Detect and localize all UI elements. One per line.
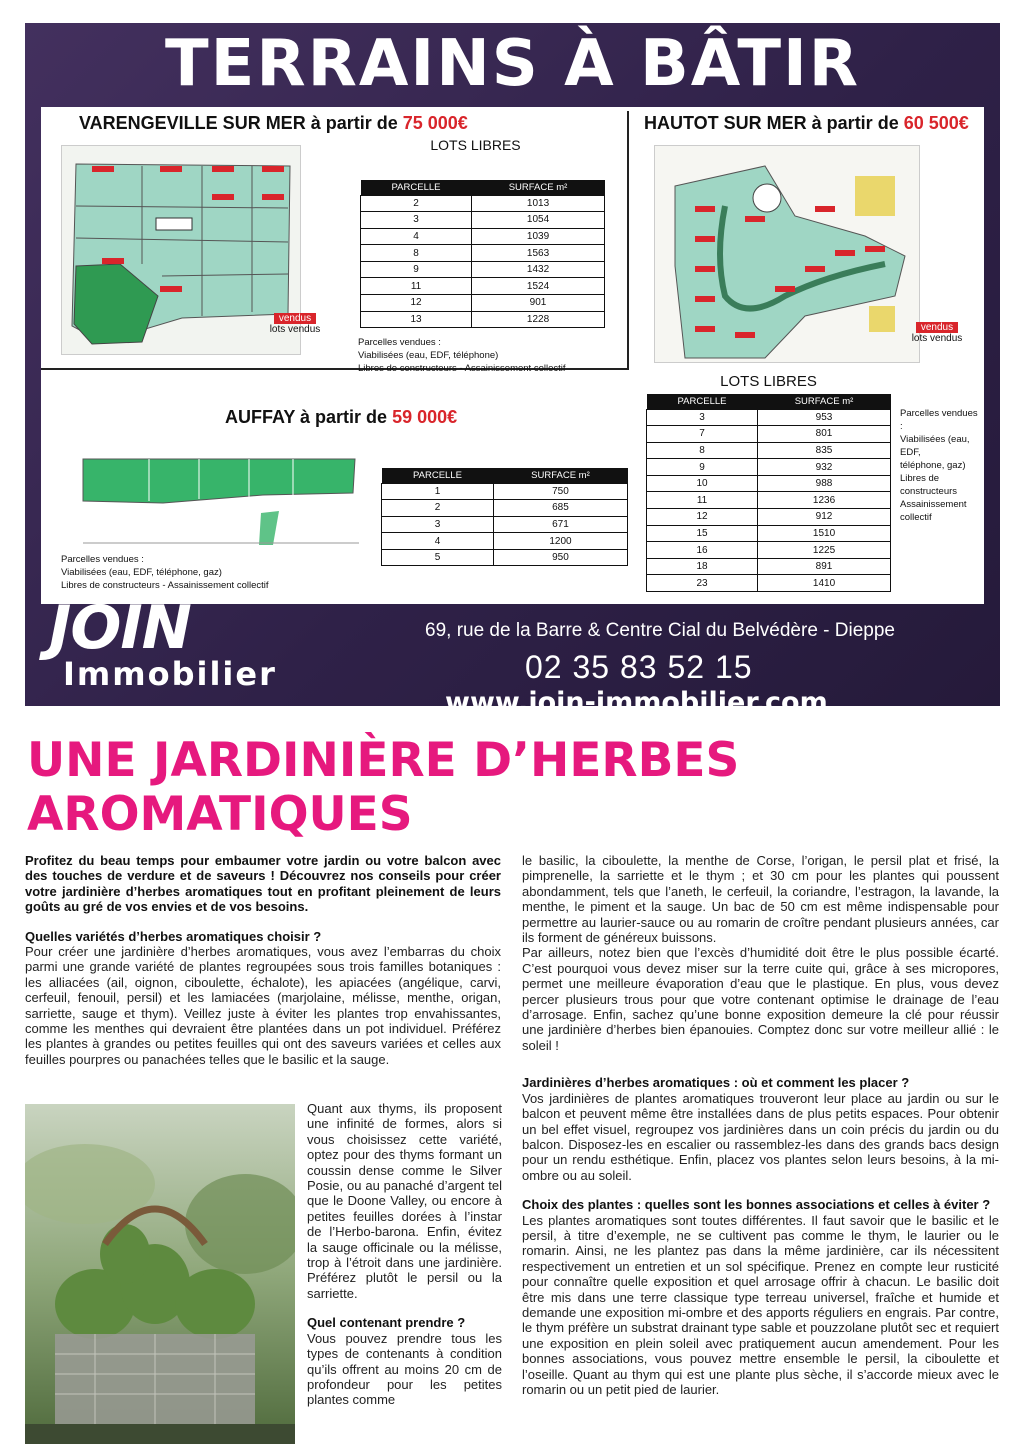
note-line: Libres de constructeurs - Assainissement collectif (61, 580, 269, 591)
parcelle-cell: 11 (647, 492, 758, 509)
parcelle-cell: 18 (647, 558, 758, 575)
col-surface: SURFACE m² (758, 394, 891, 409)
note-line: Parcelles vendues : (61, 554, 144, 565)
parcelle-cell: 2 (382, 500, 494, 517)
col-parcelle: PARCELLE (647, 394, 758, 409)
parcelle-cell: 4 (382, 533, 494, 550)
col-parcelle: PARCELLE (361, 180, 472, 195)
lot-row (647, 575, 891, 592)
note-line: Parcelles vendues : (358, 337, 441, 348)
article-right-column (522, 853, 999, 1397)
section-title: Quel contenant prendre ? (307, 1315, 466, 1331)
parcelle-cell: 3 (647, 409, 758, 426)
section-title: Choix des plantes : quelles sont les bonnes associations et celles à éviter ? (522, 1197, 991, 1213)
auffay-title (225, 407, 457, 428)
section-body: Pour créer une jardinière d’herbes aromatiques, vous avez l’embarras du choix parmi une grande variété de plantes regroupées sous trois familles botaniques : les alliacées (ail, oignon, ciboulette, échalote), les apiacées (angélique, carvi, cerfeuil, fenouil, persil) et les lamiacées (marjolaine, mélisse, menthe, origan, sarriette, sauge et thym). Veillez juste à éviter les plantes trop envahissantes, comme les menthes qui devraient être plantées dans un pot individuel. Préférez les plantes à grandes ou petites feuilles qui ont des saveurs variées et celles aux feuilles pourpres ou panachées telles que le basilic et la sauge. (25, 944, 501, 1067)
hautot-notes (900, 407, 982, 524)
lot-row (647, 558, 891, 575)
real-estate-ad (25, 23, 1000, 718)
location-price: 60 500€ (903, 113, 969, 133)
surface-cell: 950 (493, 549, 627, 566)
surface-cell: 835 (758, 442, 891, 459)
headline-line: UNE JARDINIÈRE D’HERBES (27, 733, 740, 788)
lot-row (361, 245, 605, 262)
lot-row (647, 426, 891, 443)
varengeville-lots-table (360, 180, 605, 328)
surface-cell: 801 (758, 426, 891, 443)
surface-cell: 685 (493, 500, 627, 517)
note-line: Viabilisées (eau, EDF, téléphone, gaz) (61, 567, 222, 578)
lots-libres-label: LOTS LIBRES (430, 137, 521, 153)
parcelle-cell: 8 (647, 442, 758, 459)
article-headline (27, 734, 787, 842)
surface-cell: 1039 (472, 228, 605, 245)
note-line: Parcelles vendues : (900, 408, 978, 432)
surface-cell: 1228 (472, 311, 605, 328)
surface-cell: 912 (758, 509, 891, 526)
lots-libres-label: LOTS LIBRES (720, 373, 817, 390)
location-price: 75 000€ (402, 113, 468, 133)
location-price: 59 000€ (392, 407, 458, 427)
ad-panel (41, 107, 984, 604)
headline-line: AROMATIQUES (27, 787, 413, 842)
lot-row (361, 228, 605, 245)
col-surface: SURFACE m² (472, 180, 605, 195)
lot-row (647, 525, 891, 542)
lot-row (361, 261, 605, 278)
parcelle-cell: 3 (361, 212, 472, 229)
parcelle-cell: 3 (382, 516, 494, 533)
lot-row (647, 492, 891, 509)
lot-row (647, 442, 891, 459)
surface-cell: 1410 (758, 575, 891, 592)
agency-phone: 02 35 83 52 15 (525, 649, 753, 685)
col-parcelle: PARCELLE (382, 468, 494, 483)
auffay-lots-table (381, 468, 628, 566)
ad-title: TERRAINS À BÂTIR (164, 27, 861, 101)
parcelle-cell: 5 (382, 549, 494, 566)
section-body: Par ailleurs, notez bien que l’excès d’humidité doit être le plus possible écarté. C’est pourquoi vous devez miser sur la terre cuite qui, grâce à ses micropores, permet une meilleure évaporation d’eau que le plastique. En plus, vous devez percer plusieurs trous pour que votre contenant optimise le drainage de l’eau d’arrosage. Enfin, sachez qu’une bonne exposition demeure la clé pour réussir une jardinière d’herbes bien épanouies. Comptez donc sur votre meilleur allié : le soleil ! (522, 945, 999, 1053)
note-line: Viabilisées (eau, EDF, (900, 434, 970, 458)
note-line: Viabilisées (eau, EDF, téléphone) (358, 350, 499, 361)
article-narrow-column (307, 1101, 502, 1408)
varengeville-title (79, 113, 468, 134)
location-name: HAUTOT SUR MER à partir de (644, 113, 899, 133)
surface-cell: 1236 (758, 492, 891, 509)
section-body: Vous pouvez prendre tous les types de contenants à condition qu’ils offrent au moins 20 cm de profondeur pour les petites plantes comme (307, 1330, 502, 1408)
vendus-tag: vendus (916, 322, 958, 333)
lot-row (382, 549, 628, 566)
lot-row (382, 516, 628, 533)
parcelle-cell: 11 (361, 278, 472, 295)
auffay-notes (61, 553, 361, 592)
parcelle-cell: 1 (382, 483, 494, 500)
surface-cell: 1432 (472, 261, 605, 278)
lot-row (382, 500, 628, 517)
auffay-plot-map (63, 453, 359, 549)
surface-cell: 1013 (472, 195, 605, 212)
lot-row (361, 195, 605, 212)
surface-cell: 1510 (758, 525, 891, 542)
agency-address: 69, rue de la Barre & Centre Cial du Belvédère - Dieppe (425, 620, 895, 641)
surface-cell: 891 (758, 558, 891, 575)
surface-cell: 953 (758, 409, 891, 426)
hautot-lots-table (646, 394, 891, 592)
col-surface: SURFACE m² (493, 468, 627, 483)
lot-row (647, 409, 891, 426)
parcelle-cell: 15 (647, 525, 758, 542)
parcelle-cell: 7 (647, 426, 758, 443)
vendus-tag: vendus (274, 313, 316, 324)
section-body: le basilic, la ciboulette, la menthe de Corse, l’origan, le persil plat et frisé, la pimprenelle, la sarriette et le thym ; et 30 cm pour les plantes qui poussent abondamment, tels que l’aneth, le cerfeuil, la coriandre, l’estragon, la lavande, la menthe, le piment et la sauge. Un bac de 50 cm est même indispensable pour permettre au laurier-sauce ou au romarin de croître pendant plusieurs années, car ils forment de généreux buissons. (522, 853, 999, 946)
vendus-legend (265, 313, 325, 335)
article-lead: Profitez du beau temps pour embaumer votre jardin ou votre balcon avec des touches de verdure et de saveurs ! Découvrez nos conseils pour créer votre jardinière d’herbes aromatiques tout en profitant pleinement de leurs goûts au gré de vos envies et de vos besoins. (25, 853, 501, 915)
join-logo: JOIN (49, 593, 191, 663)
parcelle-cell: 9 (361, 261, 472, 278)
hautot-plot-map (654, 145, 920, 363)
parcelle-cell: 23 (647, 575, 758, 592)
immobilier-logo: Immobilier (63, 655, 277, 693)
parcelle-cell: 12 (647, 509, 758, 526)
article-left-column (25, 853, 501, 1067)
parcelle-cell: 10 (647, 475, 758, 492)
surface-cell: 901 (472, 295, 605, 312)
parcelle-cell: 9 (647, 459, 758, 476)
lot-row (647, 509, 891, 526)
lot-row (361, 278, 605, 295)
lot-row (361, 311, 605, 328)
section-title: Quelles variétés d’herbes aromatiques choisir ? (25, 928, 322, 944)
location-name: VARENGEVILLE SUR MER à partir de (79, 113, 398, 133)
note-line: Libres de constructeurs (900, 473, 958, 497)
hautot-title (644, 113, 969, 134)
vendus-legend (907, 322, 967, 344)
parcelle-cell: 12 (361, 295, 472, 312)
parcelle-cell: 16 (647, 542, 758, 559)
surface-cell: 1054 (472, 212, 605, 229)
parcelle-cell: 8 (361, 245, 472, 262)
lot-row (361, 212, 605, 229)
parcelle-cell: 2 (361, 195, 472, 212)
lot-row (361, 295, 605, 312)
surface-cell: 1524 (472, 278, 605, 295)
section-body: Les plantes aromatiques sont toutes différentes. Il faut savoir que le basilic et le persil, à titre d’exemple, ne se cultivent pas comme le thym, le laurier ou le romarin. Ainsi, ne les plantez pas dans la même jardinière, car ils nécessitent respectivement un entretien et un sol spécifique. Prenez en compte leur rusticité pour connaître quelle exposition et quel arrosage offrir à chacun. Le basilic doit être mis dans une terre classique type terreau universel, fraîche et humide et demande une exposition mi-ombre et des apports réguliers en engrais. Par contre, le thym préfère un substrat drainant type sable et pouzzolane plutôt sec et requiert une exposition en plein soleil avec pratiquement aucun amendement. Pour les bonnes associations, vous pouvez mettre ensemble le persil, la ciboulette et l’oseille. Quant au thym qui est une plante plus sèche, il s’accorde mieux avec le romarin ou un petit pied de laurier. (522, 1212, 999, 1397)
surface-cell: 671 (493, 516, 627, 533)
parcelle-cell: 13 (361, 311, 472, 328)
lot-row (382, 483, 628, 500)
agency-website: www.join-immobilier.com (445, 687, 828, 718)
lot-row (382, 533, 628, 550)
surface-cell: 932 (758, 459, 891, 476)
surface-cell: 1563 (472, 245, 605, 262)
section-body: Quant aux thyms, ils proposent une infinité de formes, alors si vous choisissez cette variété, optez pour des thyms formant un coussin dense comme le Silver Posie, ou au panaché d’argent tel que le Doone Valley, ou encore à petites feuilles dorées à l’instar de l’Herbo-barona. Enfin, évitez la sauge officinale ou la mélisse, trop à l’étroit dans une jardinière. Préférez plutôt le persil ou la sarriette. (307, 1101, 502, 1301)
note-line: Libres de constructeurs - Assainissement collectif (358, 363, 566, 374)
surface-cell: 988 (758, 475, 891, 492)
note-line: téléphone, gaz) (900, 460, 966, 471)
vendus-label: lots vendus (269, 324, 321, 335)
vendus-label: lots vendus (911, 333, 963, 344)
herb-planter-photo (25, 1104, 295, 1444)
surface-cell: 1225 (758, 542, 891, 559)
surface-cell: 1200 (493, 533, 627, 550)
lot-row (647, 459, 891, 476)
divider-vertical (627, 111, 629, 369)
section-body: Vos jardinières de plantes aromatiques trouveront leur place au jardin ou sur le balcon et peuvent même être installées dans de plus petits espaces. Pour obtenir un bel effet visuel, regroupez vos jardinières dans un coin précis du jardin ou du balcon. Disposez-les en escalier ou rassemblez-les dans des grands bacs design pour un rendu esthétique. Enfin, placez vos plantes selon leurs besoins, à la mi-ombre ou au soleil. (522, 1090, 999, 1183)
lot-row (647, 542, 891, 559)
location-name: AUFFAY à partir de (225, 407, 388, 427)
varengeville-notes (358, 336, 618, 375)
section-title: Jardinières d’herbes aromatiques : où et comment les placer ? (522, 1075, 910, 1091)
lot-row (647, 475, 891, 492)
note-line: Assainissement collectif (900, 499, 967, 523)
parcelle-cell: 4 (361, 228, 472, 245)
surface-cell: 750 (493, 483, 627, 500)
